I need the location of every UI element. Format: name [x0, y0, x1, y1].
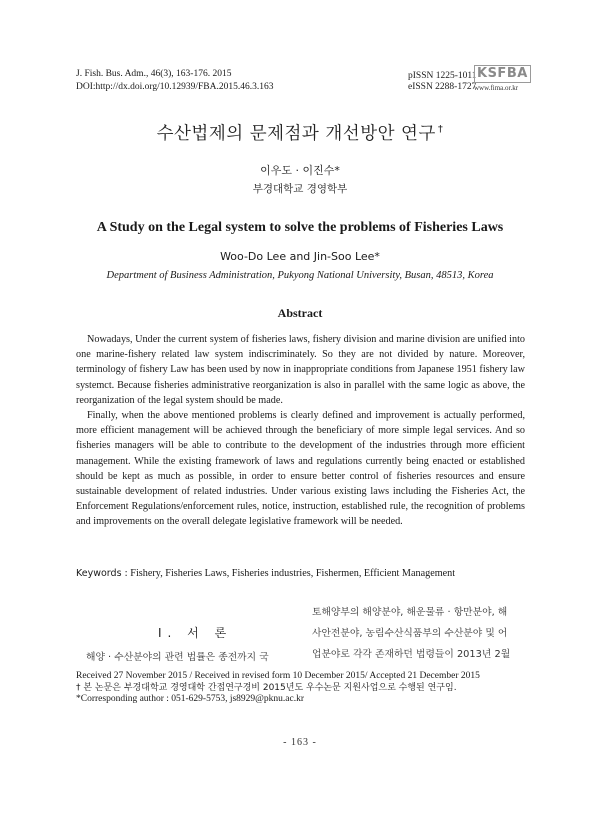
- title-footnote-mark: †: [437, 124, 444, 135]
- page-number: - 163 -: [283, 737, 317, 748]
- korean-affiliation: 부경대학교 경영학부: [252, 183, 348, 195]
- logo-mark: KSFBA: [474, 65, 531, 83]
- body-right-column: [312, 602, 527, 665]
- funding-note: † 본 논문은 부경대학교 경영대학 간접연구경비 2015년도 우수논문 지원사업으로 수행된 연구임.: [76, 682, 457, 693]
- received-dates: Received 27 November 2015 / Received in revised form 10 December 2015/ Accepted 21 December 2015: [76, 671, 480, 681]
- korean-title-text: 수산법제의 문제점과 개선방안 연구: [156, 124, 436, 144]
- corresponding-author: *Corresponding author : 051-629-5753, js8929@pknu.ac.kr: [76, 694, 305, 704]
- journal-citation: [76, 68, 274, 94]
- doi-line[interactable]: DOI:http://dx.doi.org/10.12939/FBA.2015.46.3.163: [76, 82, 274, 92]
- eissn: eISSN 2288-1727: [408, 82, 477, 92]
- journal-line: J. Fish. Bus. Adm., 46(3), 163-176. 2015: [76, 69, 232, 79]
- keywords-label: Keywords :: [76, 568, 128, 579]
- footnotes: [76, 671, 480, 706]
- body-line: 토해양부의 해양분야, 해운물류 · 항만분야, 해: [312, 607, 508, 618]
- korean-authors: 이우도 · 이진수*: [260, 164, 340, 177]
- abstract-heading: Abstract: [277, 306, 323, 320]
- journal-logo: [474, 64, 528, 92]
- abstract-body: [76, 332, 525, 530]
- body-line: 업분야로 각각 존재하던 법령들이 2013년 2월: [312, 649, 511, 660]
- issn-block: [408, 71, 477, 93]
- logo-url[interactable]: www.fima.or.kr: [474, 84, 519, 92]
- english-authors: Woo-Do Lee and Jin-Soo Lee*: [220, 250, 380, 263]
- korean-title: [0, 120, 600, 145]
- body-left-column: 해양 · 수산분야의 관련 법률은 종전까지 국: [86, 652, 269, 663]
- keywords: [76, 568, 455, 579]
- section-heading: Ⅰ. 서 론: [158, 626, 233, 640]
- english-affiliation: Department of Business Administration, Pukyong National University, Busan, 48513, Korea: [106, 270, 494, 281]
- body-line: 사안전분야, 농림수산식품부의 수산분야 및 어: [312, 628, 508, 639]
- abstract-paragraph: Finally, when the above mentioned problems is clearly defined and improvement is actually performed, more efficient management will be achieved through the beneficiary of more simple legal services. And so fisheries managers will be able to contribute to the development of the industries through more efficient management. While the existing framework of laws and regulations currently being enacted or established should be kept as much as possible, in order to ensure better control of fisheries resources and ensure sustainable development of related industries. Under various existing laws including the Fisheries Act, the Enforcement Regulations/enforcement rules, notice, instruction, established rule, the recognition of problems and improvements on the overall delegate legislative framework will be needed.: [76, 410, 525, 528]
- pissn: pISSN 1225-1011: [408, 71, 477, 81]
- keywords-text: Fishery, Fisheries Laws, Fisheries industries, Fishermen, Efficient Management: [127, 568, 456, 579]
- abstract-paragraph: Nowadays, Under the current system of fisheries laws, fishery division and marine division are unified into one marine-fishery related law system indiscriminately. So they are not divided by nature. Moreover, terminology of fishery Law has been used by now in inappropriate conditions from Japanese 1951 fishery law systemct. Because fisheries administrative reorganization is also in parallel with the same logic as above, the reorganization of the legal system should be made.: [76, 334, 525, 406]
- english-title: A Study on the Legal system to solve the problems of Fisheries Laws: [96, 220, 504, 235]
